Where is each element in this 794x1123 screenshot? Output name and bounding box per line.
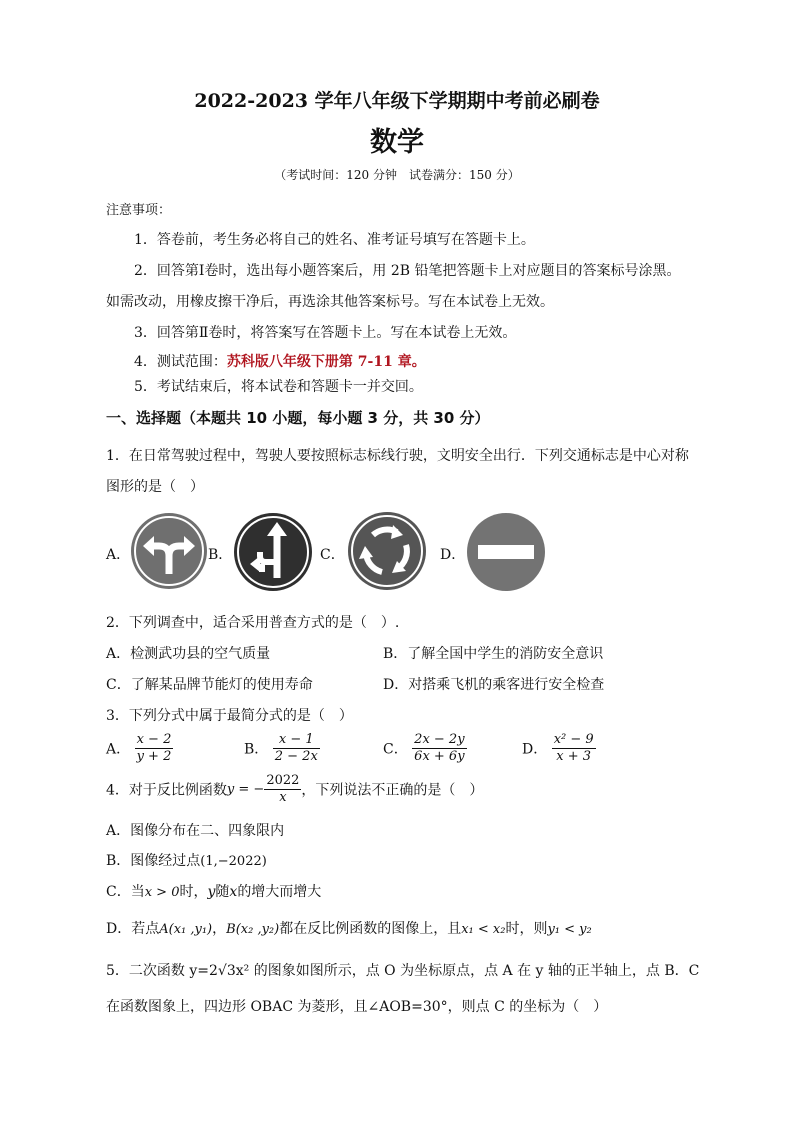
q4-option-d-condition: x₁ < x₂ [461, 922, 506, 937]
q1-stem-line-1: 1．在日常驾驶过程中，驾驶人要按照标志标线行驶，文明安全出行．下列交通标志是中心对称 [106, 448, 689, 464]
notes-heading: 注意事项： [106, 203, 172, 218]
q2-option-a: A．检测武功县的空气质量 [106, 646, 271, 662]
q2-stem: 2．下列调查中，适合采用普查方式的是（ ）. [106, 615, 400, 631]
exam-info: （考试时间：120 分钟 试卷满分：150 分） [274, 168, 520, 182]
q3-option-d-label: D． [522, 741, 548, 758]
q4-stem-suffix: ，下列说法不正确的是（ ） [301, 782, 484, 799]
q1-option-d-label: D． [440, 547, 466, 563]
q3-option-b-fraction [273, 732, 320, 765]
q4-option-b-point: (1,−2022) [200, 854, 267, 869]
notes-item-2-line-2: 如需改动，用橡皮擦干净后，再选涂其他答案标号。写在本试卷上无效。 [106, 294, 554, 310]
q3-d-denominator: x + 3 [556, 749, 592, 764]
q3-option-c-fraction [412, 732, 466, 765]
section-heading-choice: 一、选择题（本题共 10 小题，每小题 3 分，共 30 分） [106, 409, 490, 427]
notes-item-4 [134, 351, 426, 371]
q4-option-d-point-a: A(x₁ ,y₁) [159, 922, 213, 937]
exam-title: 2022-2023 学年八年级下学期期中考前必刷卷 [194, 90, 600, 112]
traffic-sign-straight-or-left-icon [233, 512, 313, 592]
notes-item-4-prefix: 4．测试范围： [134, 354, 227, 370]
q4-option-d-result: y₁ < y₂ [547, 922, 592, 937]
q3-option-b-label: B． [244, 741, 269, 758]
q3-d-numerator: x² − 9 [553, 732, 594, 747]
q2-option-b: B．了解全国中学生的消防安全意识 [383, 646, 604, 662]
q2-option-d: D．对搭乘飞机的乘客进行安全检查 [383, 677, 605, 693]
q4-function-numerator: 2022 [266, 773, 300, 788]
q4-option-a: A．图像分布在二、四象限内 [106, 823, 285, 839]
q2-option-c: C．了解某品牌节能灯的使用寿命 [106, 677, 313, 693]
q3-option-a-label: A． [106, 741, 131, 758]
q3-option-d-fraction [552, 732, 596, 765]
q4-stem-prefix: 4．对于反比例函数 [106, 782, 227, 799]
q3-option-c [383, 732, 467, 765]
test-range: 苏科版八年级下册第 7-11 章。 [226, 354, 426, 370]
q4-option-d [106, 918, 592, 938]
q5-stem-line-2: 在函数图象上，四边形 OBAC 为菱形，且∠AOB=30°，则点 C 的坐标为（ ） [106, 999, 608, 1015]
q3-option-a [106, 732, 173, 765]
subject-title: 数学 [370, 127, 424, 158]
traffic-sign-no-entry-icon [466, 512, 546, 592]
q1-option-c-label: C． [320, 547, 345, 563]
q3-option-b [244, 732, 320, 765]
traffic-sign-roundabout-icon [347, 511, 427, 591]
q3-c-denominator: 6x + 6y [414, 749, 465, 764]
q4-option-c [106, 881, 321, 901]
q4-function-denominator: x [279, 790, 287, 805]
q4-option-c-condition: x > 0 [144, 885, 180, 900]
q4-option-d-prefix: D．若点 [106, 921, 160, 937]
notes-item-1: 1．答卷前，考生务必将自己的姓名、准考证号填写在答题卡上。 [134, 232, 535, 248]
q4-function-lhs: y = − [226, 782, 265, 797]
q4-option-b [106, 850, 267, 870]
q4-option-c-mid2: 随 [215, 884, 230, 900]
q4-option-d-mid: 都在反比例函数的图像上，且 [279, 921, 462, 937]
q4-option-c-y: y [207, 884, 216, 900]
q3-option-d [522, 732, 596, 765]
q3-a-numerator: x − 2 [135, 732, 174, 749]
q4-option-d-point-b: B(x₂ ,y₂) [226, 922, 280, 937]
q4-option-c-prefix: C．当 [106, 884, 145, 900]
q5-stem-line-1: 5．二次函数 y=2√3x² 的图象如图所示，点 O 为坐标原点，点 A 在 y 轴的正半轴上，点 B．C [106, 963, 700, 979]
q4-option-c-x: x [229, 884, 238, 900]
q3-a-denominator: y + 2 [136, 749, 172, 764]
notes-item-5: 5．考试结束后，将本试卷和答题卡一并交回。 [134, 379, 423, 395]
q4-function-fraction [264, 773, 301, 806]
q3-option-a-fraction [135, 732, 174, 765]
q4-option-b-text: B．图像经过点 [106, 853, 201, 869]
q4-option-c-mid: 时， [179, 884, 208, 900]
q3-stem: 3．下列分式中属于最简分式的是（ ） [106, 708, 353, 724]
q3-c-numerator: 2x − 2y [414, 732, 465, 747]
q1-option-b-label: B． [208, 547, 233, 563]
q4-stem [106, 773, 483, 806]
notes-item-3: 3．回答第Ⅱ卷时，将答案写在答题卡上。写在本试卷上无效。 [134, 325, 517, 341]
q3-b-denominator: 2 − 2x [274, 749, 318, 764]
q4-option-c-suffix: 的增大而增大 [237, 884, 322, 900]
notes-item-2-line-1: 2．回答第Ⅰ卷时，选出每小题答案后，用 2B 铅笔把答题卡上对应题目的答案标号涂黑。 [134, 263, 681, 279]
q1-option-a-label: A． [106, 547, 131, 563]
q4-option-d-separator: ， [212, 921, 227, 937]
traffic-sign-turn-left-right-icon [130, 512, 208, 590]
q1-stem-line-2: 图形的是（ ） [106, 479, 204, 495]
q4-option-d-mid2: 时，则 [505, 921, 548, 937]
q3-option-c-label: C． [383, 741, 408, 758]
q3-b-numerator: x − 1 [273, 732, 320, 749]
